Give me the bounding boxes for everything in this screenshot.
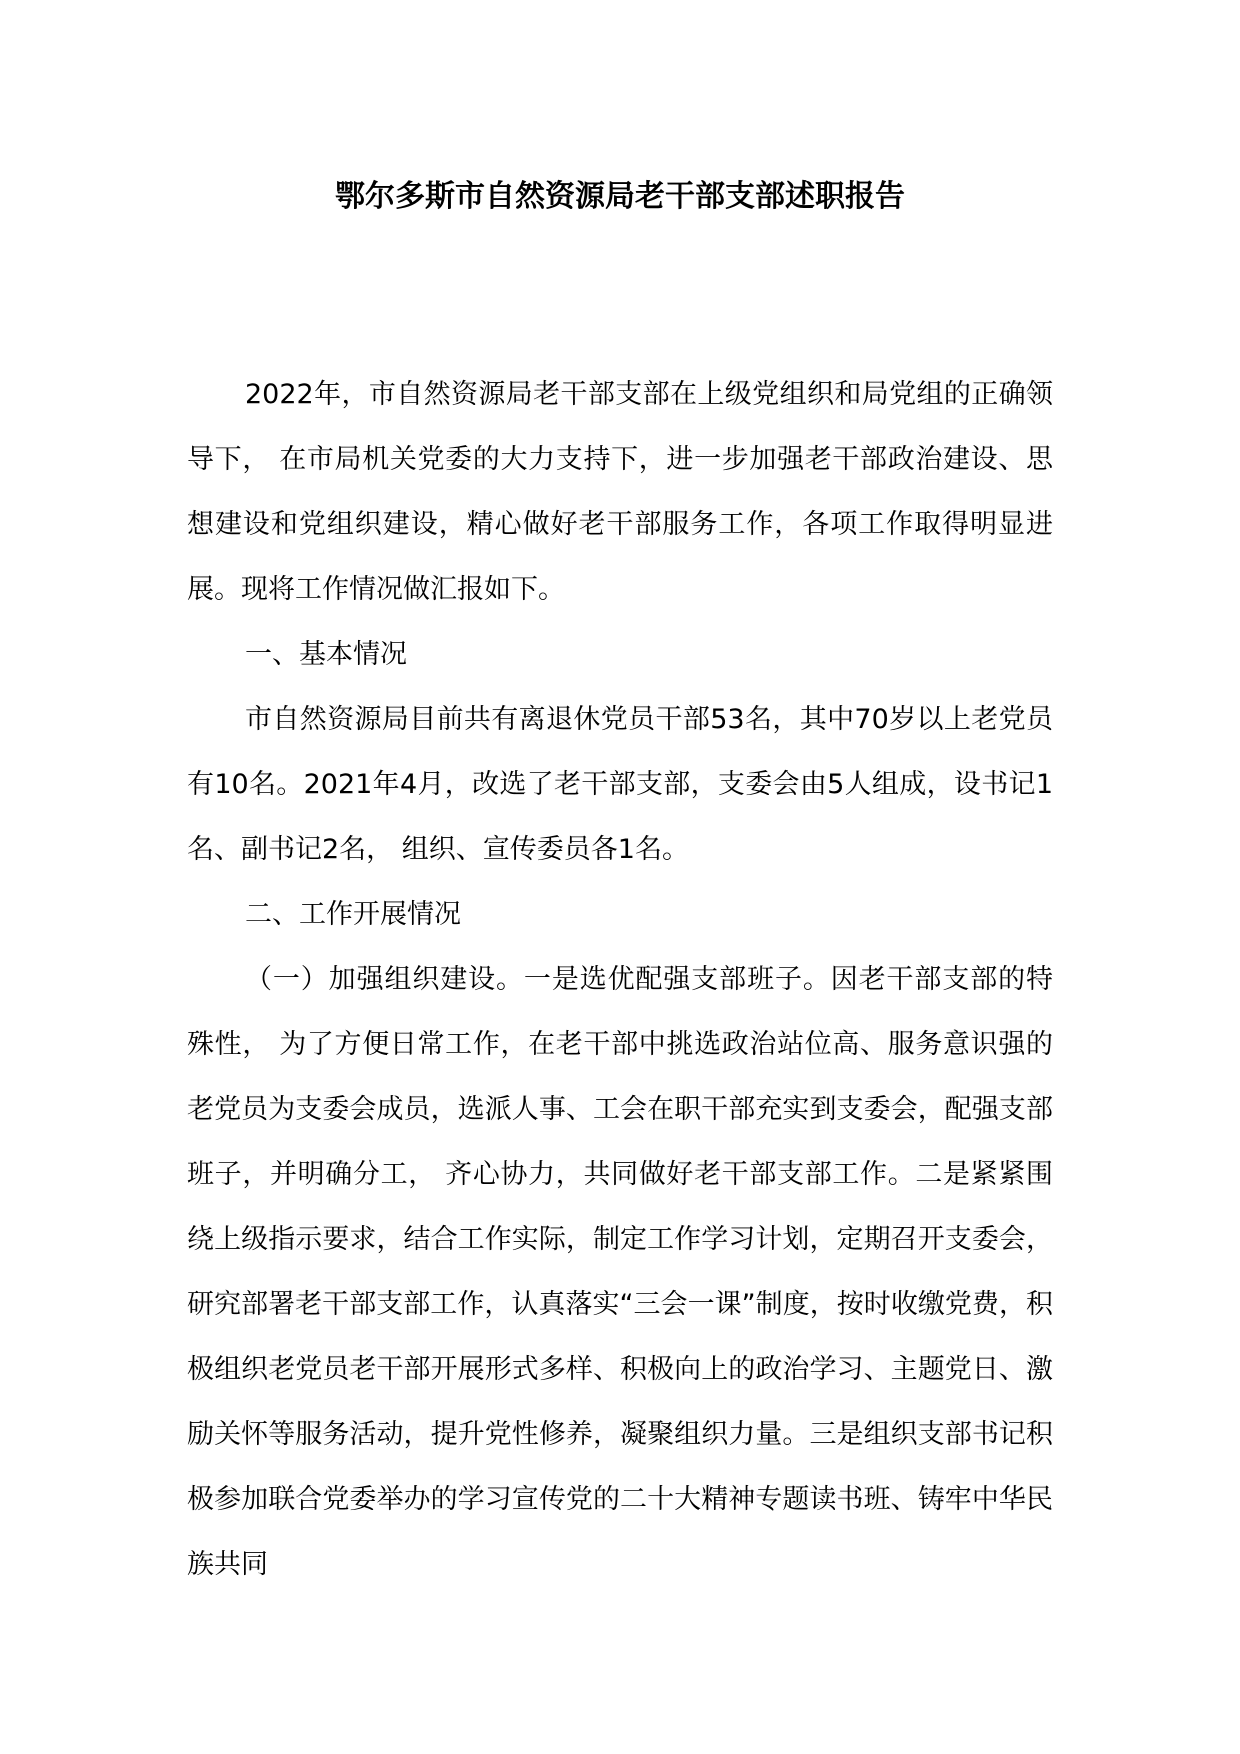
paragraph-basic-situation: 市自然资源局目前共有离退休党员干部53名，其中70岁以上老党员有10名。2021年4月，改选了老干部支部，支委会由5人组成，设书记1名、副书记2名， 组织、宣传委员各1名。 [187, 704, 1053, 865]
section-heading-work-progress: 二、工作开展情况 [245, 899, 461, 930]
paragraph-organization-building: （一）加强组织建设。一是选优配强支部班子。因老干部支部的特殊性， 为了方便日常工作，在老干部中挑选政治站位高、服务意识强的老党员为支委会成员，选派人事、工会在职干部充实到支委会，配强支部班子，并明确分工， 齐心协力，共同做好老干部支部工作。二是紧紧围绕上级指示要求，结合工作实际，制定工作学习计划，定期召开支委会，研究部署老干部支部工作，认真落实“三会一课”制度，按时收缴党费，积极组织老党员老干部开展形式多样、积极向上的政治学习、主题党日、激励关怀等服务活动，提升党性修养，凝聚组织力量。三是组织支部书记积极参加联合党委举办的学习宣传党的二十大精神专题读书班、铸牢中华民族共同 [187, 964, 1053, 1580]
document-body [187, 362, 1053, 1597]
paragraph-intro: 2022年，市自然资源局老干部支部在上级党组织和局党组的正确领导下， 在市局机关党委的大力支持下，进一步加强老干部政治建设、思想建设和党组织建设，精心做好老干部服务工作，各项工作取得明显进展。现将工作情况做汇报如下。 [187, 379, 1053, 605]
section-heading-basic-situation: 一、基本情况 [245, 639, 407, 670]
document-title: 鄂尔多斯市自然资源局老干部支部述职报告 [335, 179, 905, 214]
